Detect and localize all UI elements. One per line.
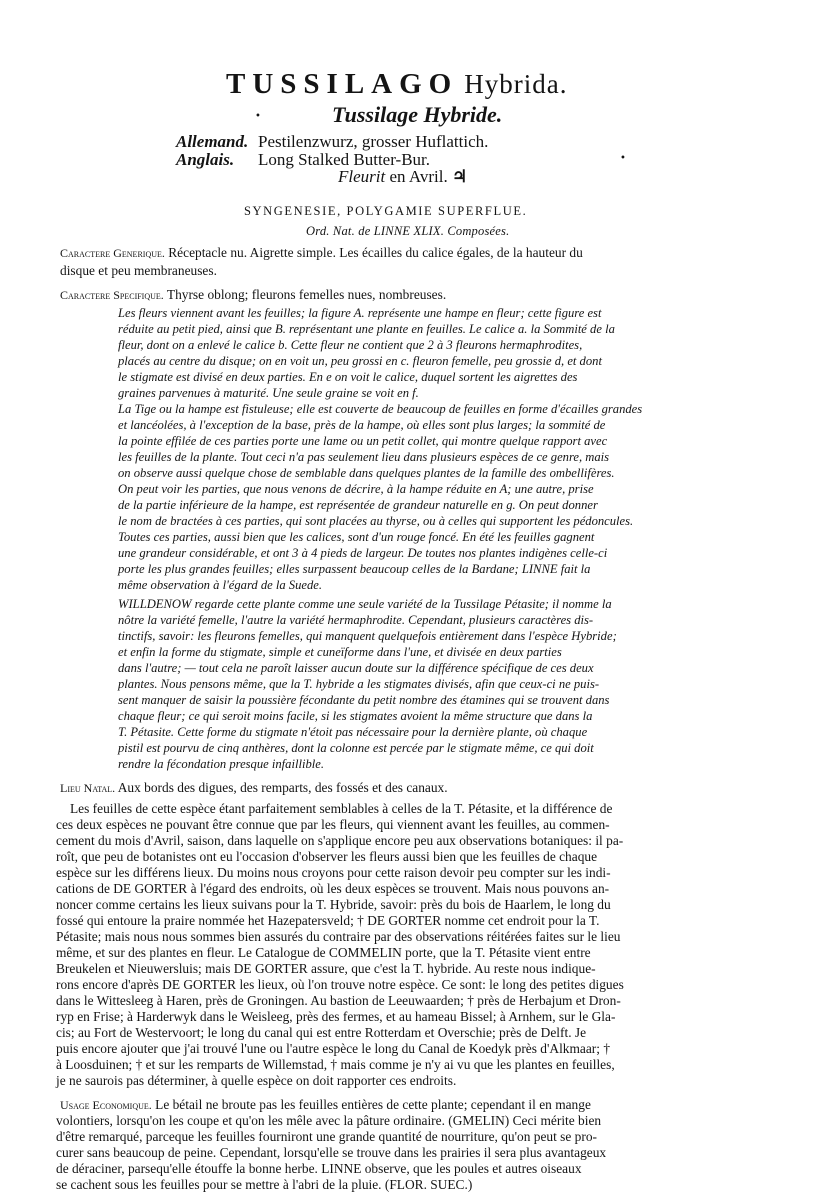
description-line: Toutes ces parties, aussi bien que les calices, sont d'un rouge foncé. En été les feuilles gagnent [118, 530, 595, 544]
generic-character [60, 246, 583, 259]
description-line: réduite au petit pied, ainsi que B. représentant une plante en feuilles. Le calice a. la Sommité de la [118, 322, 615, 336]
body-line: rons encore d'après DE GORTER les lieux, où l'on trouve notre espèce. Ce sont: le long des petites digues [56, 977, 624, 992]
description-line: une grandeur considérable, et ont 3 à 4 pieds de largeur. De toutes nos plantes indigènes celle-ci [118, 546, 608, 560]
description-line: placés au centre du disque; on en voit un, peu grossi en c. fleuron femelle, peu grossie d, et dont [118, 354, 602, 368]
description-line: et lancéolées, à l'exception de la base, près de la hampe, où elles sont plus larges; la sommité de [118, 418, 606, 432]
description-line: On peut voir les parties, que nous venons de décrire, à la hampe réduite en A; une autre, prise [118, 482, 594, 496]
perennial-symbol: ♃ [451, 167, 468, 186]
description-line: graines parvenues à maturité. Une seule graine se voit en f. [118, 386, 419, 400]
generic-label: Caractere Generique. [60, 246, 165, 260]
habitat-text: Aux bords des digues, des remparts, des fossés et des canaux. [117, 780, 448, 795]
usage-text-line: Le bétail ne broute pas les feuilles entières de cette plante; cependant il en mange [155, 1097, 591, 1112]
body-line: ces deux espèces ne pouvant être connue que par les fleurs, qui viennent avant les feuilles, au commen- [56, 817, 610, 832]
description-line: fleur, dont on a enlevé le calice b. Cette fleur ne contient que 2 à 3 fleurons hermaphrodites, [118, 338, 583, 352]
description-line: T. Pétasite. Cette forme du stigmate n'étoit pas nécessaire pour la dernière plante, où chaque [118, 725, 588, 739]
body-line: cis; au Fort de Westervoort; le long du canal qui est entre Rotterdam et Overschie; près de Delft. Je [56, 1025, 587, 1040]
habitat-label: Lieu Natal. [60, 781, 116, 795]
description-line: chaque fleur; ce qui seroit moins facile, si les stigmates avoient la même structure que dans la [118, 709, 593, 723]
body-line: Pétasite; mais nous nous sommes bien assurés du contraire par des observations réitérées faites sur le lieu [56, 929, 621, 944]
usage-label: Usage Economique. [60, 1098, 152, 1112]
specific-text: Thyrse oblong; fleurons femelles nues, nombreuses. [166, 287, 447, 302]
body-line: espèce sur les différens lieux. Du moins nous croyons pour cette raison devoir peu compter sur les indi- [56, 865, 611, 880]
description-line: sent manquer de saisir la poussière fécondante du petit nombre des étamines qui se trouvent dans [118, 693, 610, 707]
english-label: Anglais. [176, 150, 235, 169]
page-title [226, 70, 567, 99]
description-line: le nom de bractées à ces parties, qui sont placées au thyrse, ou à celles qui supportent les pédoncules. [118, 514, 634, 528]
body-line: roît, que peu de botanistes ont eu l'occasion d'observer les fleurs aussi bien que les feuilles de chaque [56, 849, 598, 864]
english-name: Long Stalked Butter-Bur. [258, 150, 431, 169]
usage-text-line: se cachent sous les feuilles pour se mettre à l'abri de la pluie. (FLOR. SUEC.) [56, 1177, 473, 1192]
body-line: je ne saurois pas déterminer, à quelle espèce on doit rapporter ces endroits. [56, 1073, 457, 1088]
description-line: nôtre la variété femelle, l'autre la variété hermaphrodite. Cependant, plusieurs caractères dis- [118, 613, 594, 627]
body-line: Breukelen et Nieuwersluis; mais DE GORTER assure, que c'est la T. hybride. Au reste nous indique- [56, 961, 596, 976]
description-line: La Tige ou la hampe est fistuleuse; elle est couverte de beaucoup de feuilles en forme d'écailles grandes [118, 402, 643, 416]
german-name: Pestilenzwurz, grosser Huflattich. [258, 132, 489, 151]
body-line: dans le Wittesleeg à Haren, près de Groningen. Au bastion de Leeuwaarden; † près de Herbajum et Dron- [56, 993, 621, 1008]
body-line: ryp en Frise; à Harderwyk dans le Weisleeg, près des fermes, et au hameau Bissel; à Arnhem, sur le Gla- [56, 1009, 616, 1024]
body-line: noncer comme certains les lieux suivans pour la T. Hybride, savoir: près du bois de Haarlem, le long du [56, 897, 611, 912]
body-line: Les feuilles de cette espèce étant parfaitement semblables à celles de la T. Pétasite, et la différence de [70, 801, 613, 816]
body-line: cement du mois d'Avril, saison, dans laquelle on s'applique encore peu aux observations botaniques: il pa- [56, 833, 624, 848]
english-name-line [176, 151, 430, 168]
decorative-dot: • [620, 153, 626, 164]
economic-usage [60, 1098, 591, 1111]
classification: SYNGENESIE, POLYGAMIE SUPERFLUE. [244, 204, 528, 218]
description-line: plantes. Nous pensons même, que la T. hybride a les stigmates divisés, afin que ceux-ci ne puis- [118, 677, 600, 691]
body-line: cations de DE GORTER à l'égard des endroits, où les deux espèces se trouvent. Mais nous pouvons an- [56, 881, 610, 896]
description-line: dans l'autre; — tout cela ne paroît laisser aucun doute sur la différence spécifique de ces deux [118, 661, 594, 675]
flowering-label: Fleurit [338, 167, 386, 186]
specific-label: Caractere Specifique. [60, 288, 164, 302]
description-line: porte les plus grandes feuilles; elles surpassent beaucoup celles de la Bardane; LINNE fait la [118, 562, 591, 576]
description-line: on observe aussi quelque chose de semblable dans quelques plantes de la famille des ombellifères. [118, 466, 615, 480]
german-label: Allemand. [176, 132, 249, 151]
generic-text-line: Réceptacle nu. Aigrette simple. Les écailles du calice égales, de la hauteur du [168, 245, 583, 260]
description-line: tinctifs, savoir: les fleurons femelles, qui manquent quelquefois entièrement dans l'espèce Hybride; [118, 629, 617, 643]
natural-order: Ord. Nat. de LINNE XLIX. Composées. [306, 224, 510, 238]
usage-text-line: d'être remarqué, parceque les feuilles fourniront une grande quantité de nourriture, qu'on peut se pro- [56, 1129, 597, 1144]
body-line: fossé qui entoure la praire nommée het Hazepatersveld; † DE GORTER nomme cet endroit pour la T. [56, 913, 600, 928]
generic-text-line: disque et peu membraneuses. [60, 263, 217, 278]
body-line: à Loosduinen; † et sur les remparts de Willemstad, † mais comme je n'y ai vu que les plantes en feuilles, [56, 1057, 615, 1072]
description-line: de la partie inférieure de la hampe, est représentée de grandeur naturelle en g. On peut donner [118, 498, 598, 512]
description-line: la pointe effilée de ces parties porte une lame ou un petit collet, qui montre quelque rapport avec [118, 434, 608, 448]
habitat [60, 781, 448, 794]
description-line: les feuilles de la plante. Tout ceci n'a pas seulement lieu dans plusieurs espèces de ce genre, mais [118, 450, 610, 464]
description-line: rendre la fécondation presque infaillible. [118, 757, 325, 771]
german-name-line [176, 133, 488, 150]
flowering-value: en Avril. [389, 167, 448, 186]
description-line: pistil est pourvu de cinq anthères, dont la colonne est percée par le stigmate même, ce qui doit [118, 741, 594, 755]
species-name: Hybrida. [464, 69, 568, 99]
specific-character [60, 288, 446, 301]
description-line: Les fleurs viennent avant les feuilles; la figure A. représente une hampe en fleur; cette figure est [118, 306, 602, 320]
description-line: même observation à l'égard de la Suede. [118, 578, 323, 592]
description-line: et enfin la forme du stigmate, simple et cuneïforme dans l'une, et divisée en deux parties [118, 645, 562, 659]
usage-text-line: curer sans beaucoup de peine. Cependant, lorsqu'elle se trouve dans les prairies il sera plus avantageux [56, 1145, 607, 1160]
usage-text-line: de déraciner, parsequ'elle étouffe la bonne herbe. LINNE observe, que les poules et autres oiseaux [56, 1161, 582, 1176]
body-line: même, et sur des plantes en fleur. Le Catalogue de COMMELIN porte, que la T. Pétasite vient entre [56, 945, 591, 960]
decorative-dot: • [255, 111, 261, 122]
body-line: puis encore ajouter que j'ai trouvé l'une ou l'autre espèce le long du Canal de Koedyk près d'Alkmaar; † [56, 1041, 611, 1056]
description-line: le stigmate est divisé en deux parties. En e on voit le calice, duquel sortent les aigrettes des [118, 370, 578, 384]
usage-text-line: volontiers, lorsqu'on les coupe et qu'on les mêle avec la pâture ordinaire. (GMELIN) Ceci mérite bien [56, 1113, 602, 1128]
flowering-line [338, 168, 467, 185]
french-name: Tussilage Hybride. [332, 102, 503, 127]
genus-name: TUSSILAGO [226, 68, 459, 100]
description-line: WILLDENOW regarde cette plante comme une seule variété de la Tussilage Pétasite; il nomme la [118, 597, 612, 611]
